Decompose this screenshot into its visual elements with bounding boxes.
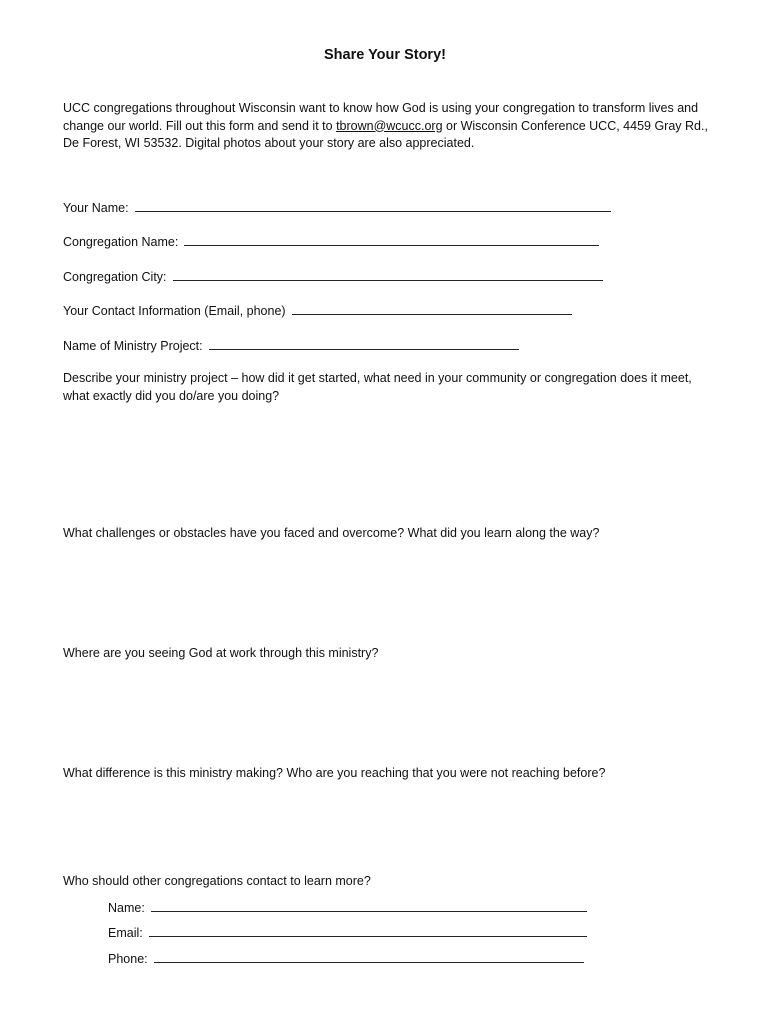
congregation-name-field[interactable] (184, 233, 599, 246)
ministry-project-field[interactable] (209, 337, 519, 350)
contact-name-label: Name: (108, 901, 145, 915)
contact-phone-row (108, 950, 584, 966)
your-name-row (63, 199, 611, 215)
congregation-name-row (63, 233, 599, 249)
question-describe: Describe your ministry project – how did it get started, what need in your community or congregation does it meet, what exactly did you do/are you doing? (63, 371, 692, 403)
contact-phone-field[interactable] (154, 950, 584, 963)
ministry-project-label: Name of Ministry Project: (63, 339, 203, 353)
contact-info-field[interactable] (292, 302, 572, 315)
contact-email-field[interactable] (149, 924, 587, 937)
contact-email-link[interactable]: tbrown@wcucc.org (336, 118, 443, 133)
your-name-label: Your Name: (63, 201, 129, 215)
question-god-at-work: Where are you seeing God at work through this ministry? (63, 646, 379, 660)
contact-email-row (108, 924, 587, 940)
question-difference: What difference is this ministry making? Who are you reaching that you were not reaching before? (63, 766, 606, 780)
intro-paragraph (63, 100, 708, 153)
question-contact: Who should other congregations contact to learn more? (63, 874, 371, 888)
question-challenges: What challenges or obstacles have you faced and overcome? What did you learn along the way? (63, 526, 600, 540)
contact-name-field[interactable] (151, 899, 587, 912)
contact-info-row (63, 302, 572, 318)
intro-text-before: UCC congregations throughout Wisconsin want to know how God is using your congregation to transform lives and change our world. Fill out this form and send it to (63, 101, 699, 133)
intro-text-after: or Wisconsin Conference UCC, 4459 Gray Rd., De Forest, WI 53532. Digital photos about your story are also appreciated. (63, 118, 708, 150)
congregation-city-row (63, 268, 603, 284)
ministry-project-row (63, 337, 519, 353)
congregation-name-label: Congregation Name: (63, 235, 179, 249)
your-name-field[interactable] (135, 199, 611, 212)
congregation-city-label: Congregation City: (63, 270, 167, 284)
contact-phone-label: Phone: (108, 952, 148, 966)
page-title: Share Your Story! (324, 47, 446, 63)
congregation-city-field[interactable] (173, 268, 603, 281)
contact-name-row (108, 899, 587, 915)
contact-info-label: Your Contact Information (Email, phone) (63, 304, 286, 318)
contact-email-label: Email: (108, 926, 143, 940)
